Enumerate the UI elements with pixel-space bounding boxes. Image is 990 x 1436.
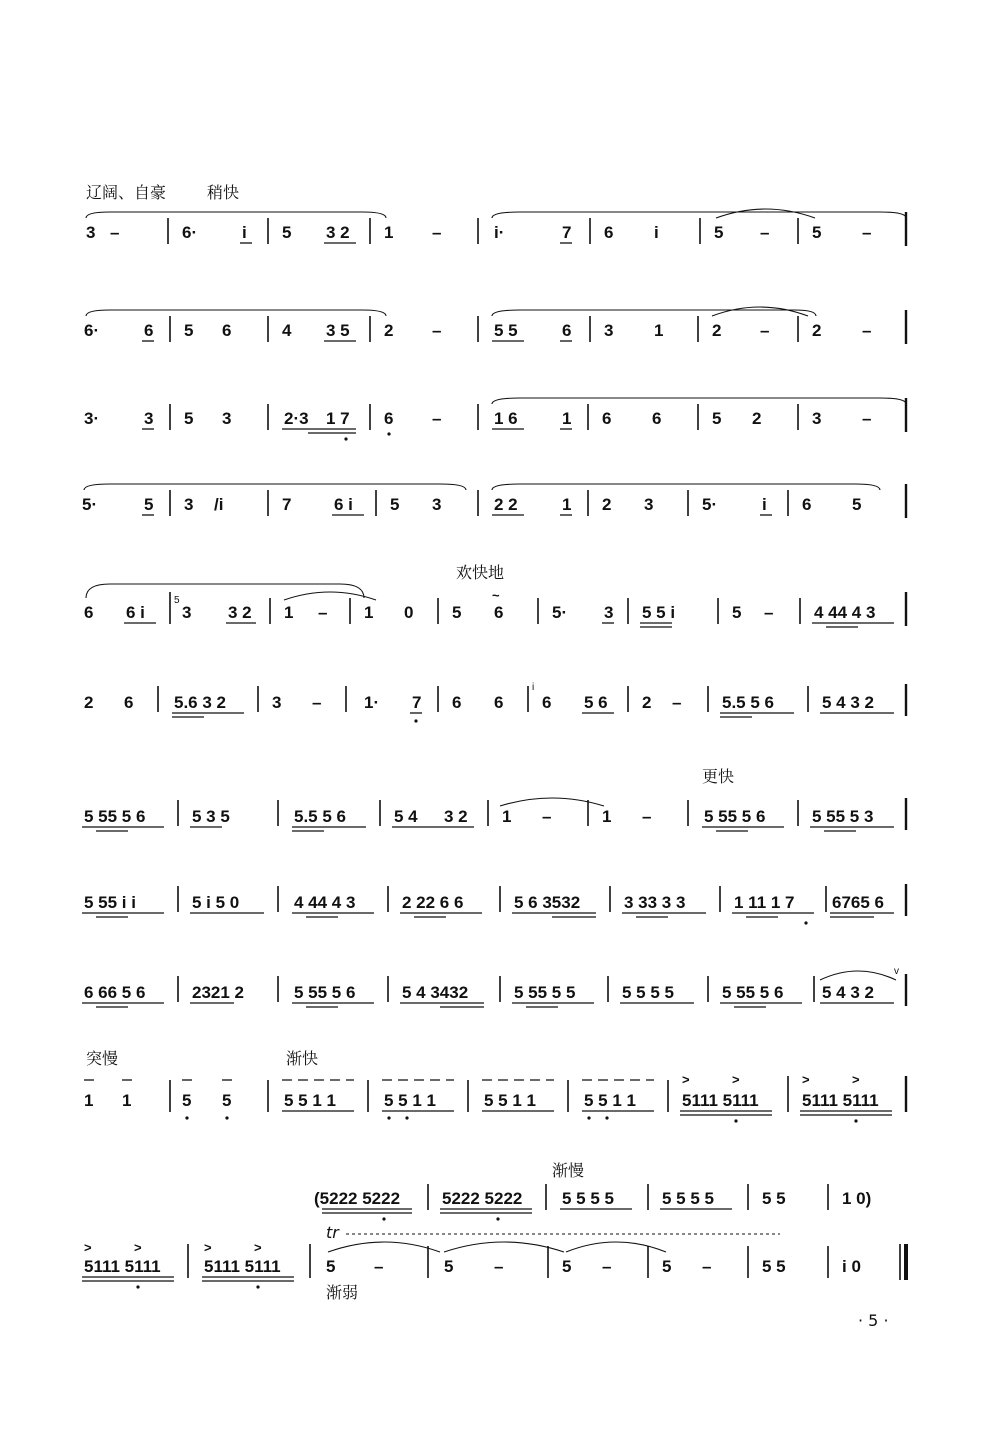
note: 5	[714, 223, 724, 242]
note: 2 2	[494, 495, 518, 514]
note: 4	[282, 321, 292, 340]
mordent-mark: ~	[492, 588, 500, 603]
note: 1	[562, 495, 572, 514]
note: 5	[184, 409, 194, 428]
note: 5 5	[762, 1189, 786, 1208]
note: 5 55 5 6	[294, 983, 356, 1002]
staff-row-7	[82, 767, 906, 831]
note: 5111 5111	[682, 1091, 759, 1110]
note: 6	[452, 693, 462, 712]
staff-row-6	[84, 682, 906, 723]
note: 5 5	[762, 1257, 786, 1276]
accent-mark: >	[134, 1240, 142, 1255]
note: 5 4 3 2	[822, 983, 874, 1002]
note: 5111 5111	[802, 1091, 879, 1110]
note: 1	[502, 807, 512, 826]
note: 1 11 1 7	[734, 893, 795, 912]
note: 5	[712, 409, 722, 428]
note: i	[242, 223, 247, 242]
breath-mark: v	[894, 966, 899, 977]
note: –	[672, 693, 682, 712]
accent-mark: >	[204, 1240, 212, 1255]
note: 2 22 6 6	[402, 893, 464, 912]
note: 5 4 3 2	[822, 693, 874, 712]
note: 5	[812, 223, 822, 242]
marking-tuman: 突慢	[86, 1049, 119, 1068]
marking-gengkuai: 更快	[702, 767, 735, 786]
staff-row-12	[82, 1223, 906, 1302]
note: 5	[452, 603, 462, 622]
note: 6·	[84, 321, 100, 340]
note: 6	[542, 693, 552, 712]
note: 5	[282, 223, 292, 242]
note: 6	[494, 693, 504, 712]
note: 5	[732, 603, 742, 622]
staff-row-9	[82, 966, 906, 1007]
note: 5	[144, 495, 154, 514]
note: i	[654, 223, 659, 242]
note: –	[602, 1257, 612, 1276]
note: 5·	[552, 603, 568, 622]
note: 3 2	[444, 807, 468, 826]
page-number: · 5 ·	[858, 1311, 889, 1330]
note: –	[432, 321, 442, 340]
note: 7	[562, 223, 572, 242]
note: 5222 5222	[442, 1189, 523, 1208]
note: 5111 5111	[84, 1257, 161, 1276]
note: 6	[802, 495, 812, 514]
note: 6	[652, 409, 662, 428]
note: 6	[144, 321, 154, 340]
note: 1	[122, 1091, 132, 1110]
note: 5 5 i	[642, 603, 676, 622]
note: 5	[390, 495, 400, 514]
note: i	[762, 495, 767, 514]
note: 5	[562, 1257, 572, 1276]
note: –	[862, 321, 872, 340]
note: 5.6 3 2	[174, 693, 226, 712]
note: 1	[364, 603, 374, 622]
note: 3	[86, 223, 96, 242]
note: 5 3 5	[192, 807, 230, 826]
note: 1	[654, 321, 664, 340]
note: 2·3	[284, 409, 309, 428]
note: 3 33 3 3	[624, 893, 686, 912]
note: –	[318, 603, 328, 622]
note: 2	[812, 321, 822, 340]
accent-mark: >	[682, 1072, 690, 1087]
note: 3	[604, 321, 614, 340]
note: 5 55 5 3	[812, 807, 874, 826]
note: –	[760, 223, 770, 242]
marking-huankuaidi: 欢快地	[456, 563, 505, 582]
note: 5·	[82, 495, 98, 514]
staff-row-8	[82, 884, 906, 925]
note: –	[110, 223, 120, 242]
note: 5 i 5 0	[192, 893, 240, 912]
note: 3	[144, 409, 154, 428]
note: (5222 5222	[314, 1189, 401, 1208]
note: 1	[84, 1091, 94, 1110]
note: 1 6	[494, 409, 518, 428]
accent-mark: >	[254, 1240, 262, 1255]
grace-note: i	[532, 682, 535, 693]
note: 5 55 5 6	[722, 983, 784, 1002]
note: 5 5 1 1	[384, 1091, 436, 1110]
accent-mark: >	[852, 1072, 860, 1087]
note: –	[862, 409, 872, 428]
accent-mark: >	[732, 1072, 740, 1087]
note: 5	[662, 1257, 672, 1276]
note: 5·	[702, 495, 718, 514]
note: 5 4	[394, 807, 418, 826]
note: 6	[384, 409, 394, 428]
note: –	[760, 321, 770, 340]
note: –	[862, 223, 872, 242]
note: 5.5 5 6	[294, 807, 346, 826]
note: 5	[444, 1257, 454, 1276]
note: 6	[602, 409, 612, 428]
note: –	[702, 1257, 712, 1276]
note: 3	[272, 693, 282, 712]
note: 3	[812, 409, 822, 428]
note: 3·	[84, 409, 100, 428]
note: 5 5 1 1	[584, 1091, 636, 1110]
note: 5	[222, 1091, 232, 1110]
note: 4 44 4 3	[294, 893, 356, 912]
note: 3	[644, 495, 654, 514]
note: 5 6	[584, 693, 608, 712]
note: 3	[182, 603, 192, 622]
note: 0	[404, 603, 414, 622]
marking-shaokuai: 稍快	[207, 183, 240, 202]
note: 2321 2	[192, 983, 244, 1002]
note: 5 4 3432	[402, 983, 469, 1002]
note: 3	[604, 603, 614, 622]
note: i 0	[842, 1257, 861, 1276]
note: 6 i	[334, 495, 353, 514]
note: –	[312, 693, 322, 712]
note: 5111 5111	[204, 1257, 281, 1276]
note: 5	[182, 1091, 192, 1110]
note: 1	[562, 409, 572, 428]
note: 6·	[182, 223, 198, 242]
note: 2	[752, 409, 762, 428]
note: 6	[124, 693, 134, 712]
note: –	[642, 807, 652, 826]
trill-mark: tr	[326, 1223, 339, 1242]
note: 3 2	[228, 603, 252, 622]
note: 1 0)	[842, 1189, 872, 1208]
note: 4 44 4 3	[814, 603, 876, 622]
marking-jianman: 渐慢	[552, 1161, 585, 1180]
note: /i	[214, 495, 224, 514]
grace-note: 5	[174, 595, 180, 606]
note: 6	[222, 321, 232, 340]
note: 6 66 5 6	[84, 983, 146, 1002]
note: 5 6 3532	[514, 893, 581, 912]
note: –	[764, 603, 774, 622]
marking-jiankuai: 渐快	[286, 1049, 319, 1068]
note: 6	[562, 321, 572, 340]
note: 5 5	[494, 321, 518, 340]
note: 2	[642, 693, 652, 712]
note: 1	[384, 223, 394, 242]
note: 5	[852, 495, 862, 514]
accent-mark: >	[84, 1240, 92, 1255]
staff-row-11	[314, 1161, 871, 1221]
marking-liaokuo: 辽阔、自豪	[86, 183, 167, 202]
note: –	[494, 1257, 504, 1276]
note: 2	[602, 495, 612, 514]
staff-row-10	[84, 1049, 906, 1123]
note: 3	[432, 495, 442, 514]
note: 5 55 5 5	[514, 983, 576, 1002]
note: 5 55 5 6	[704, 807, 766, 826]
note: 5	[326, 1257, 336, 1276]
note: 5	[184, 321, 194, 340]
note: 3 5	[326, 321, 350, 340]
staff-row-2	[84, 307, 906, 344]
accent-mark: >	[802, 1072, 810, 1087]
note: 6 i	[126, 603, 145, 622]
staff-row-4	[82, 484, 906, 518]
note: 6	[84, 603, 94, 622]
note: 5.5 5 6	[722, 693, 774, 712]
note: –	[432, 409, 442, 428]
note: 5 5 1 1	[284, 1091, 336, 1110]
note: 3	[184, 495, 194, 514]
note: 3	[222, 409, 232, 428]
note: –	[432, 223, 442, 242]
note: –	[374, 1257, 384, 1276]
note: 1 7	[326, 409, 350, 428]
note: 6	[494, 603, 504, 622]
staff-row-3	[84, 398, 906, 441]
note: 2	[712, 321, 722, 340]
staff-row-1	[86, 183, 906, 246]
note: 5 5 5 5	[562, 1189, 614, 1208]
note: 5 5 5 5	[622, 983, 674, 1002]
note: 2	[84, 693, 94, 712]
note: –	[542, 807, 552, 826]
note: 1	[284, 603, 294, 622]
note: 6	[604, 223, 614, 242]
note: i·	[494, 223, 505, 242]
note: 1·	[364, 693, 380, 712]
note: 6765 6	[832, 893, 884, 912]
note: 3 2	[326, 223, 350, 242]
staff-row-5	[84, 563, 906, 627]
note: 2	[384, 321, 394, 340]
note: 5 5 1 1	[484, 1091, 536, 1110]
marking-jianruo: 渐弱	[326, 1283, 359, 1302]
note: 5 55 5 6	[84, 807, 146, 826]
note: 7	[412, 693, 422, 712]
note: 1	[602, 807, 612, 826]
note: 5 55 i i	[84, 893, 136, 912]
note: 7	[282, 495, 292, 514]
note: 5 5 5 5	[662, 1189, 714, 1208]
